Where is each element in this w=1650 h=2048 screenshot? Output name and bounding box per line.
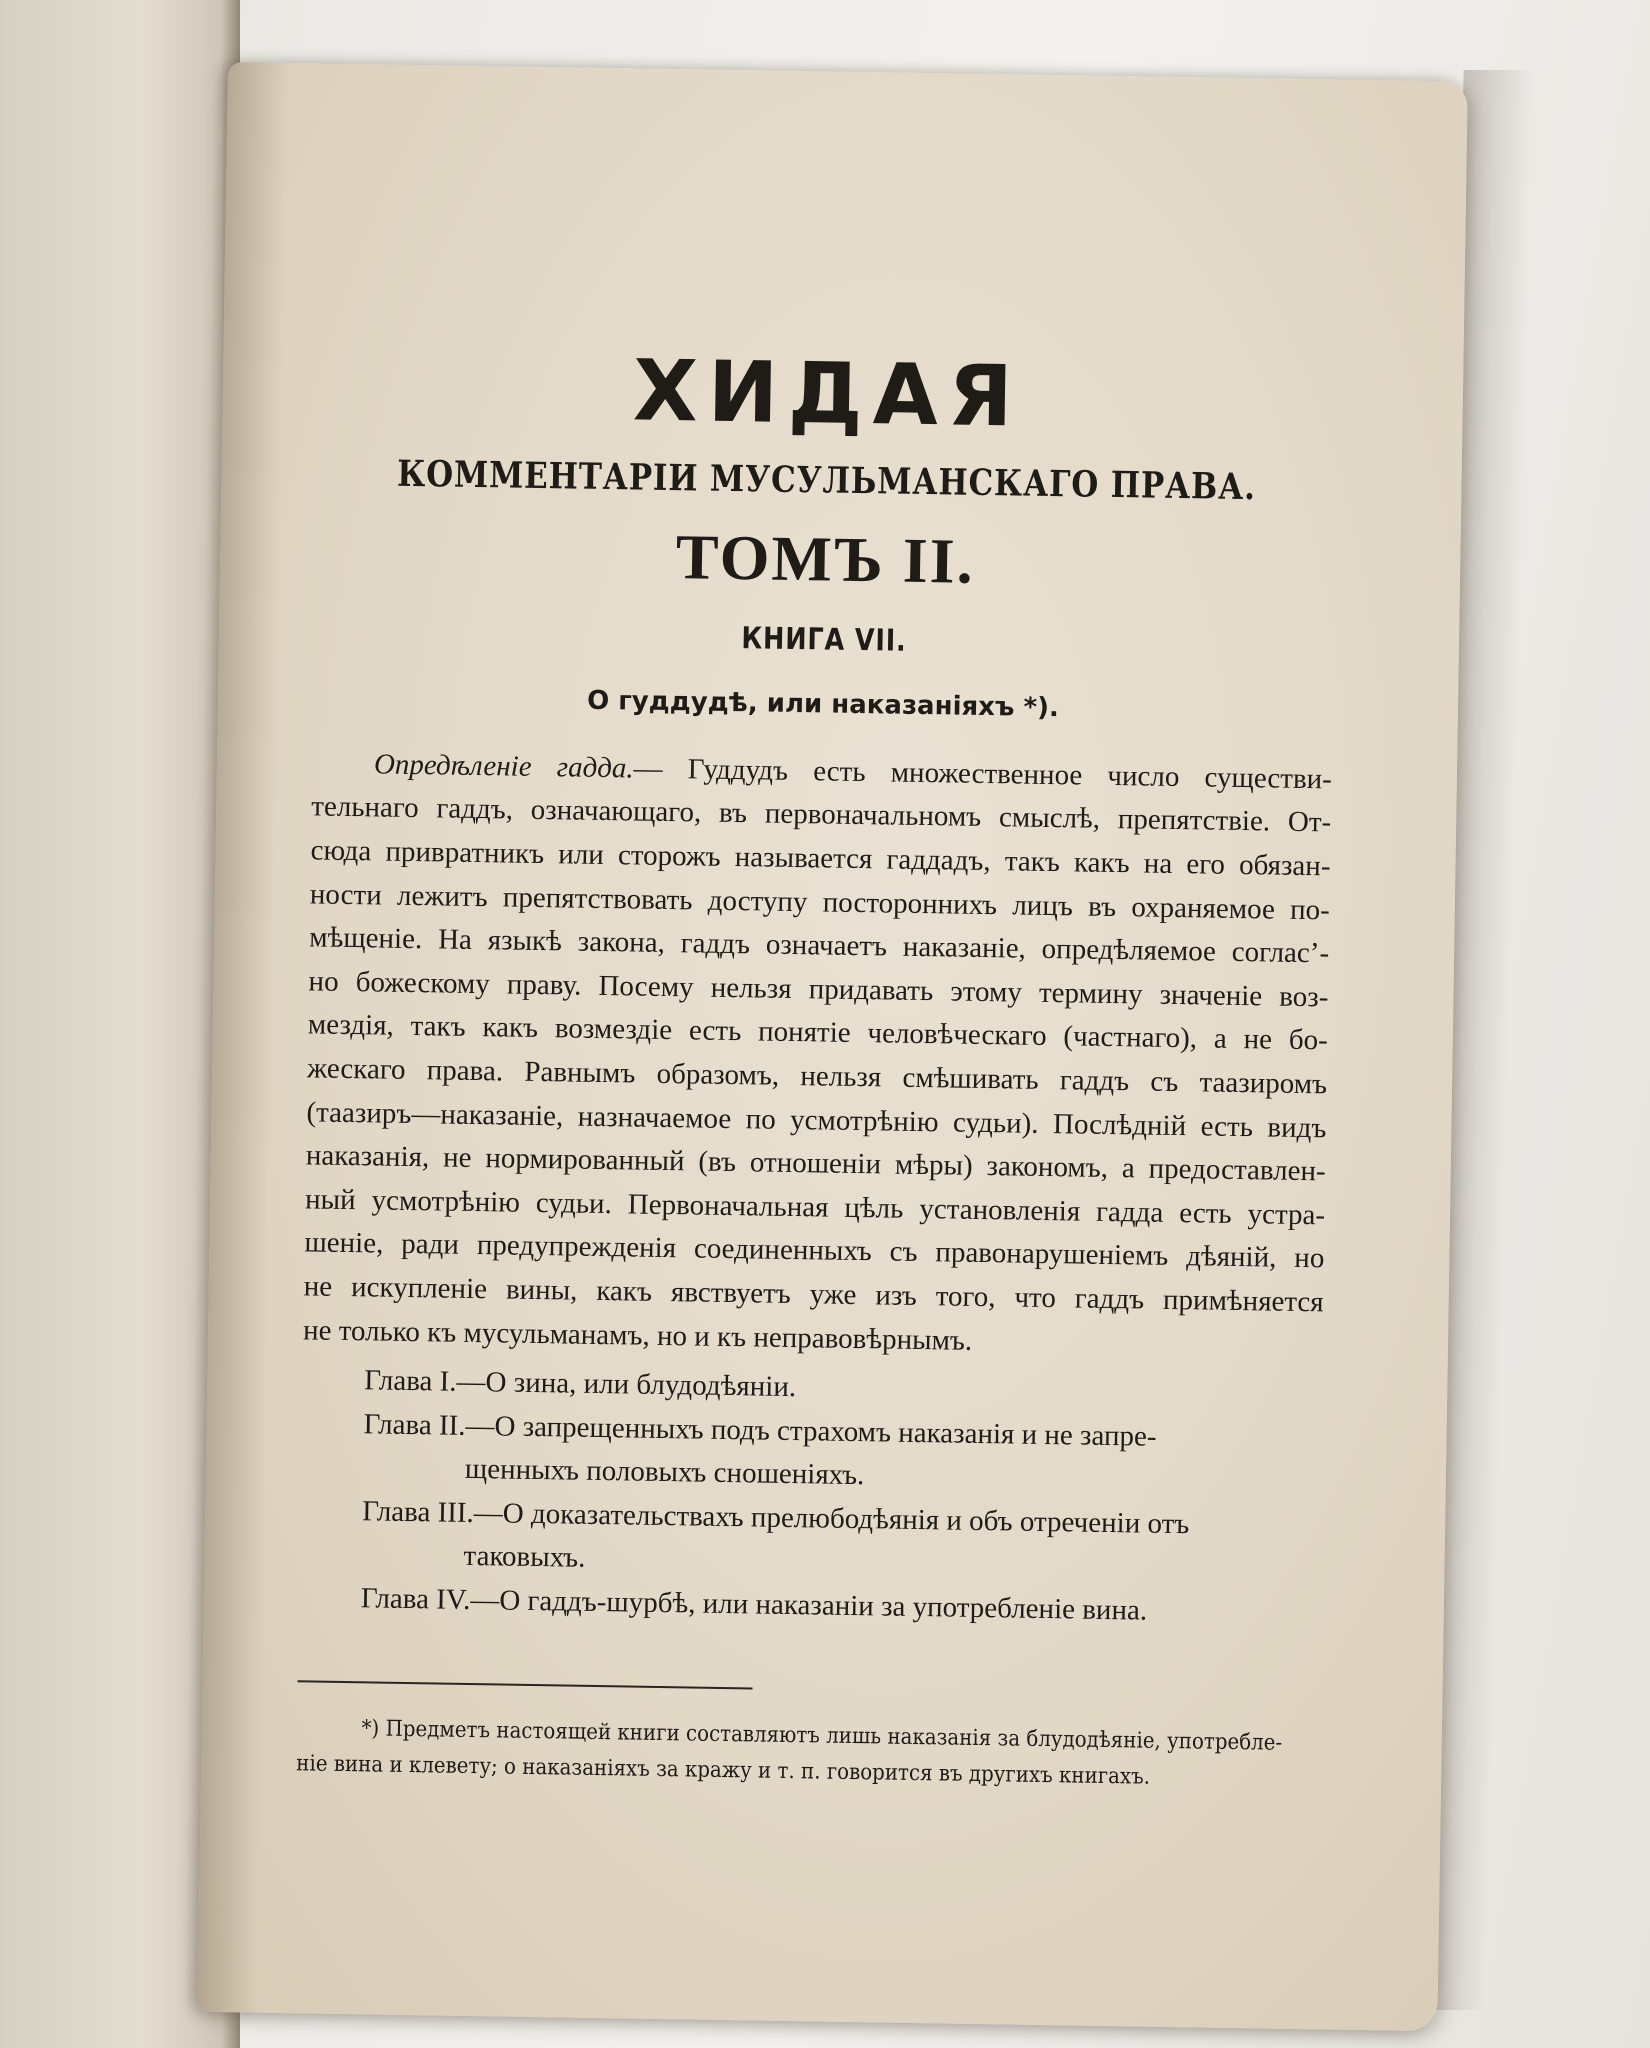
page-subtitle: КОММЕНТАРІИ МУСУЛЬМАНСКАГО ПРАВА.: [396, 452, 1257, 509]
footnote-divider: [298, 1680, 753, 1689]
body-line: ности лежитъ препятствовать доступу постороннихъ лицъ въ охраняемое по-: [309, 877, 1331, 926]
body-line: не только къ мусульманамъ, но и къ неправовѣрнымъ.: [302, 1313, 973, 1357]
body-line: но божескому праву. Посему нельзя придавать этому термину значеніе воз-: [308, 965, 1329, 1014]
body-line: (таазиръ—наказаніе, назначаемое по усмотрѣнію судьи). Послѣдній есть видъ: [306, 1095, 1327, 1144]
chapter-line: Глава IV.—О гаддъ-шурбѣ, или наказаніи за употребленіе вина.: [360, 1582, 1148, 1627]
body-line: ный усмотрѣнію судьи. Первоначальная цѣль установленія гадда есть устра-: [304, 1183, 1326, 1232]
body-line: сюда привратникъ или сторожъ называется гаддадъ, такъ какъ на его обязан-: [310, 834, 1331, 883]
body-line: шеніе, ради предупрежденія соединенныхъ съ правонарушеніемъ дѣяній, но: [304, 1226, 1325, 1275]
body-line: не искупленіе вины, какъ явствуетъ уже изъ того, что гаддъ примѣняется: [303, 1270, 1324, 1319]
page-content: [296, 343, 1338, 1798]
chapter-line: Глава II.—О запрещенныхъ подъ страхомъ наказанія и не запре-: [363, 1407, 1157, 1453]
body-line: наказанія, не нормированный (въ отношеніи мѣры) закономъ, а предоставлен-: [305, 1139, 1326, 1188]
footnote: [296, 1710, 1305, 1798]
chapter-item: [299, 1489, 1320, 1592]
body-line: мѣщеніе. На языкѣ закона, гаддъ означаетъ наказаніе, опредѣляемое согласʼ-: [309, 921, 1330, 970]
body-paragraph: [303, 742, 1332, 1368]
footnote-line: *) Предметъ настоящей книги составляютъ лишь наказанія за блудодѣяніе, употребле-: [361, 1715, 1283, 1756]
chapter-line: Глава I.—О зина, или блудодѣяніи.: [364, 1364, 797, 1404]
chapter-list: [299, 1358, 1323, 1636]
chapter-line: Глава III.—О доказательствахъ прелюбодѣянія и объ отреченіи отъ: [362, 1495, 1190, 1541]
body-line: тельнаго гаддъ, означающаго, въ первоначальномъ смыслѣ, препятствіе. От-: [311, 790, 1332, 839]
body-line: жескаго права. Равнымъ образомъ, нельзя смѣшивать гаддъ съ таазиромъ: [306, 1052, 1328, 1101]
page-title: ХИДАЯ: [632, 341, 1024, 446]
volume-heading: ТОМЪ II.: [675, 520, 976, 597]
chapter-item: [301, 1402, 1322, 1505]
chapter-line-continued: таковыхъ.: [463, 1540, 586, 1575]
body-line: мездія, такъ какъ возмездіе есть понятіе человѣческаго (частнаго), а не бо-: [307, 1008, 1329, 1057]
book-heading: КНИГА VII.: [741, 620, 907, 659]
section-heading: О гуддудѣ, или наказаніяхъ *).: [586, 685, 1060, 723]
book-page: [197, 62, 1467, 2031]
footnote-line: ніе вина и клевету; о наказаніяхъ за кражу и т. п. говорится въ другихъ книгахъ.: [296, 1750, 1151, 1790]
lead-term: Опредѣленіе гадда.: [373, 748, 634, 785]
chapter-line-continued: щенныхъ половыхъ сношеніяхъ.: [464, 1453, 865, 1492]
body-line-text: — Гуддудъ есть множественное число существи-: [633, 752, 1333, 796]
